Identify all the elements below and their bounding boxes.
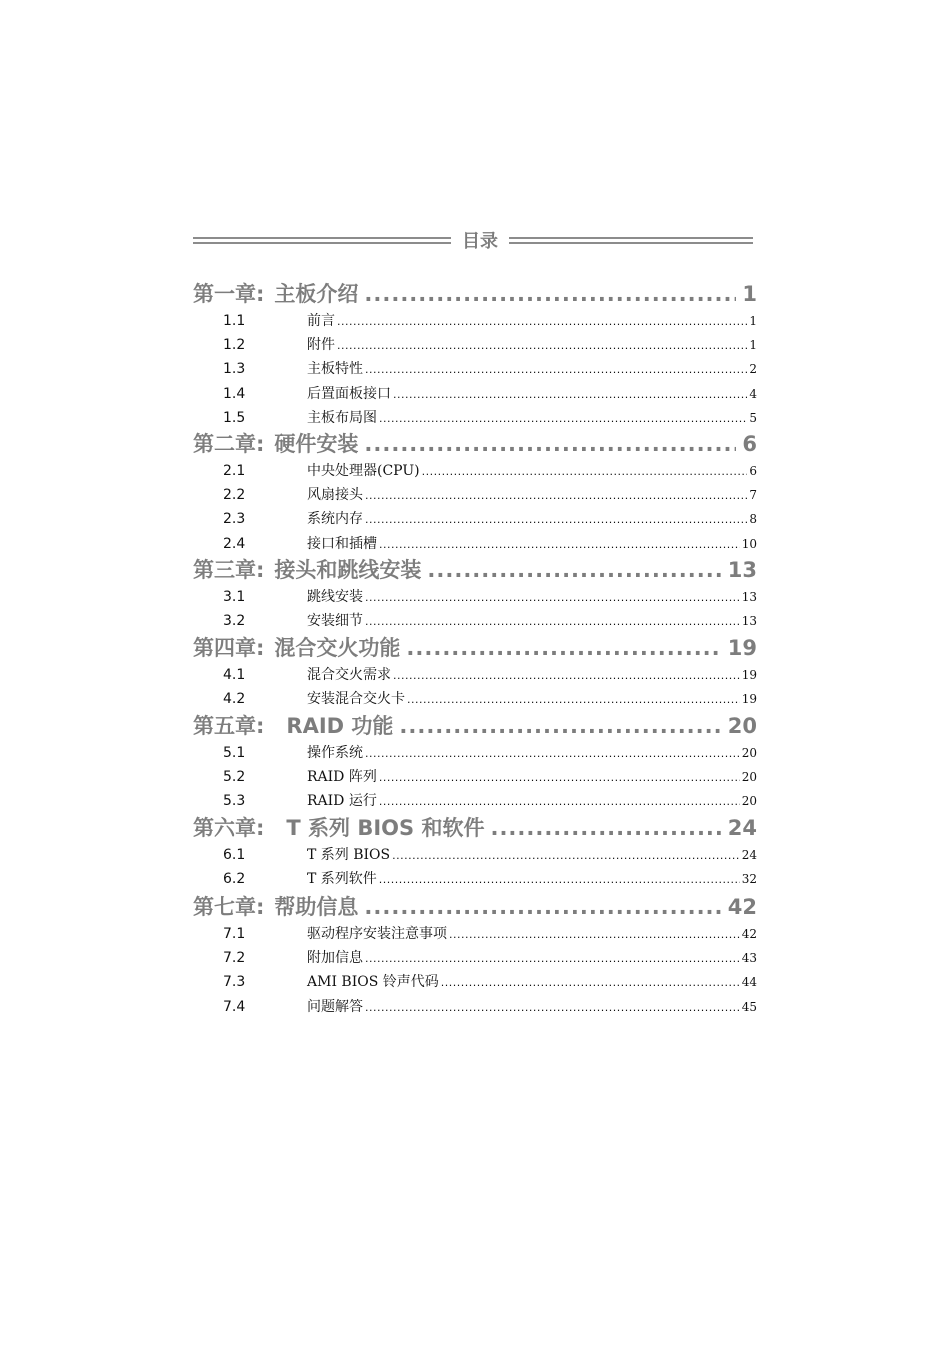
dot-leader (365, 952, 740, 965)
dot-leader (427, 558, 721, 582)
toc-section-row[interactable] (193, 923, 757, 943)
section-number: 7.3 (223, 974, 246, 991)
section-title: 风扇接头 (307, 487, 363, 504)
section-title: RAID 运行 (307, 793, 377, 810)
toc-chapter-row[interactable] (193, 428, 757, 458)
section-title: T 系列软件 (307, 871, 377, 888)
section-page-number: 19 (741, 668, 757, 682)
section-page-number: 20 (741, 794, 757, 809)
section-page-number: 43 (741, 951, 757, 966)
dot-leader (441, 976, 740, 989)
chapter-page-number: 42 (727, 895, 757, 919)
section-title: 操作系统 (307, 745, 363, 761)
section-title: 问题解答 (307, 998, 363, 1015)
toc-section-row[interactable] (193, 508, 757, 528)
section-title: 安装混合交火卡 (307, 691, 405, 708)
section-page-number: 20 (741, 770, 757, 785)
toc-chapter-row[interactable] (193, 710, 757, 740)
chapter-number: 第三章: (193, 558, 265, 582)
section-page-number: 32 (741, 872, 757, 887)
section-title: 附件 (307, 337, 335, 354)
dot-leader (379, 538, 740, 551)
dot-leader (364, 282, 736, 306)
chapter-page-number: 13 (727, 558, 757, 582)
chapter-title: 帮助信息 (274, 895, 359, 919)
section-number: 1.3 (223, 361, 246, 378)
section-number: 4.1 (223, 667, 246, 683)
section-title: 主板布局图 (307, 409, 377, 426)
section-title: 前言 (307, 313, 335, 329)
toc-section-row[interactable] (193, 868, 757, 888)
section-number: 1.4 (223, 385, 246, 402)
toc-chapter-row[interactable] (193, 632, 757, 662)
section-title: 附加信息 (307, 950, 363, 967)
section-number: 3.2 (223, 613, 246, 630)
toc-section-row[interactable] (193, 996, 757, 1016)
toc-section-row[interactable] (193, 610, 757, 630)
chapter-page-number: 6 (742, 432, 757, 456)
section-page-number: 7 (749, 488, 757, 503)
dot-leader (365, 489, 747, 502)
toc-section-row[interactable] (193, 460, 757, 480)
section-page-number: 44 (741, 975, 757, 990)
dot-leader (490, 816, 721, 840)
chapter-number: 第四章: (193, 636, 265, 660)
toc-chapter-row[interactable] (193, 891, 757, 921)
dot-leader (365, 747, 740, 760)
dot-leader (379, 873, 740, 886)
section-number: 7.2 (223, 950, 246, 967)
toc-section-row[interactable] (193, 310, 757, 330)
toc-section-row[interactable] (193, 664, 757, 684)
section-page-number: 5 (749, 410, 757, 425)
toc-section-row[interactable] (193, 688, 757, 708)
section-number: 2.3 (223, 511, 246, 528)
chapter-page-number: 20 (727, 714, 757, 738)
dot-leader (406, 636, 721, 660)
section-number: 3.1 (223, 589, 246, 605)
section-page-number: 42 (741, 927, 757, 941)
toc-section-row[interactable] (193, 766, 757, 786)
toc-section-row[interactable] (193, 844, 757, 864)
dot-leader (337, 339, 747, 352)
section-page-number: 6 (749, 464, 757, 478)
toc-section-row[interactable] (193, 790, 757, 810)
section-title: 混合交火需求 (307, 667, 391, 683)
toc-section-row[interactable] (193, 533, 757, 553)
chapter-number: 第二章: (193, 432, 265, 456)
toc-chapter-row[interactable] (193, 812, 757, 842)
chapter-title: RAID 功能 (286, 714, 394, 738)
section-page-number: 13 (741, 590, 757, 604)
section-title: 安装细节 (307, 613, 363, 630)
section-title: RAID 阵列 (307, 769, 377, 786)
dot-leader (407, 693, 740, 706)
section-number: 5.3 (223, 793, 246, 810)
chapter-page-number: 1 (742, 282, 757, 306)
section-page-number: 4 (749, 386, 757, 401)
section-page-number: 8 (749, 512, 757, 527)
dot-leader (449, 928, 740, 941)
section-page-number: 20 (741, 746, 757, 760)
toc-section-row[interactable] (193, 947, 757, 967)
toc-section-row[interactable] (193, 334, 757, 354)
toc-section-row[interactable] (193, 742, 757, 762)
section-title: 系统内存 (307, 511, 363, 528)
dot-leader (422, 465, 748, 478)
section-page-number: 19 (741, 692, 757, 707)
section-number: 4.2 (223, 691, 246, 708)
dot-leader (365, 363, 747, 376)
section-number: 7.1 (223, 926, 246, 942)
toc-section-row[interactable] (193, 407, 757, 427)
section-number: 2.1 (223, 463, 246, 479)
dot-leader (365, 1001, 740, 1014)
chapter-number: 第五章: (193, 714, 265, 738)
dot-leader (337, 315, 747, 328)
section-title: T 系列 BIOS (307, 847, 391, 863)
dot-leader (379, 795, 740, 808)
chapter-title: 硬件安装 (274, 432, 359, 456)
chapter-title: T 系列 BIOS 和软件 (286, 816, 485, 840)
toc-title: 目录 (462, 231, 498, 252)
section-title: AMI BIOS 铃声代码 (307, 974, 439, 991)
dot-leader (392, 849, 740, 862)
section-page-number: 45 (741, 999, 757, 1014)
chapter-title: 主板介绍 (274, 282, 359, 306)
chapter-number: 第六章: (193, 816, 265, 840)
section-page-number: 13 (741, 614, 757, 629)
chapter-number: 第一章: (193, 282, 265, 306)
dot-leader (365, 615, 740, 628)
section-page-number: 2 (749, 362, 757, 377)
section-title: 接口和插槽 (307, 535, 377, 552)
toc-section-row[interactable] (193, 358, 757, 378)
section-number: 6.2 (223, 871, 246, 888)
dot-leader (379, 412, 747, 425)
section-number: 1.2 (223, 337, 246, 354)
dot-leader (364, 432, 736, 456)
dot-leader (365, 513, 747, 526)
dot-leader (393, 669, 740, 682)
section-title: 中央处理器(CPU) (307, 463, 420, 479)
toc-section-row[interactable] (193, 383, 757, 403)
section-number: 2.4 (223, 535, 246, 552)
section-title: 跳线安装 (307, 589, 363, 605)
dot-leader (364, 895, 721, 919)
section-page-number: 10 (741, 536, 757, 551)
section-number: 7.4 (223, 998, 246, 1015)
section-title: 主板特性 (307, 361, 363, 378)
section-number: 5.2 (223, 769, 246, 786)
toc-chapter-row[interactable] (193, 554, 757, 584)
toc-chapter-row[interactable] (193, 278, 757, 308)
section-title: 后置面板接口 (307, 385, 391, 402)
chapter-page-number: 24 (727, 816, 757, 840)
dot-leader (379, 771, 740, 784)
dot-leader (365, 591, 740, 604)
toc-section-row[interactable] (193, 484, 757, 504)
chapter-title: 接头和跳线安装 (274, 558, 422, 582)
toc-section-row[interactable] (193, 971, 757, 991)
dot-leader (399, 714, 721, 738)
section-page-number: 1 (749, 338, 757, 353)
section-number: 2.2 (223, 487, 246, 504)
section-number: 5.1 (223, 745, 246, 761)
chapter-title: 混合交火功能 (274, 636, 401, 660)
section-page-number: 1 (749, 314, 757, 328)
section-number: 1.1 (223, 313, 246, 329)
dot-leader (393, 388, 747, 401)
chapter-page-number: 19 (727, 636, 757, 660)
section-number: 1.5 (223, 409, 246, 426)
toc-section-row[interactable] (193, 586, 757, 606)
section-page-number: 24 (741, 848, 757, 862)
section-number: 6.1 (223, 847, 246, 863)
section-title: 驱动程序安装注意事项 (307, 926, 447, 942)
chapter-number: 第七章: (193, 895, 265, 919)
